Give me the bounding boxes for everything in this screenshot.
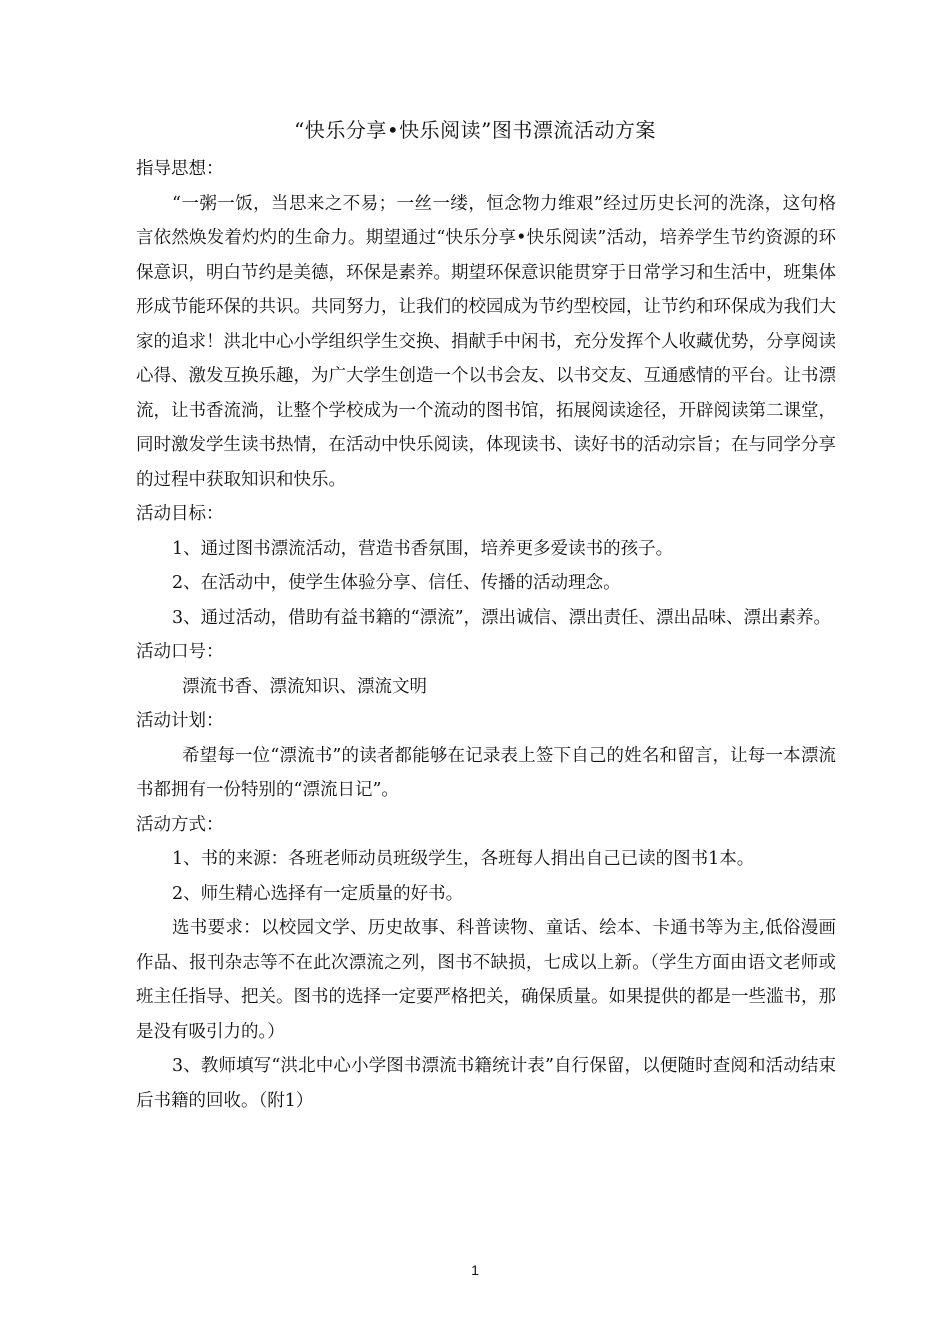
section-heading-plan: 活动计划： xyxy=(136,711,224,731)
document-title: “快乐分享•快乐阅读”图书漂流活动方案 xyxy=(294,118,656,142)
document-body xyxy=(136,152,836,1118)
method-item-1: 1、书的来源：各班老师动员班级学生，各班每人捐出自己已读的图书1本。 xyxy=(172,849,755,869)
book-selection-requirements: 选书要求：以校园文学、历史故事、科普读物、童话、绘本、卡通书等为主,低俗漫画作品、报刊杂志等不在此次漂流之列，图书不缺损，七成以上新。（学生方面由语文老师或班主任指导、把关。图书的选择一定要严格把关，确保质量。如果提供的都是一些滥书，那是没有吸引力的。） xyxy=(136,918,836,1042)
goal-item-1: 1、通过图书漂流活动，营造书香氛围，培养更多爱读书的孩子。 xyxy=(172,538,674,559)
method-item-3: 3、教师填写“洪北中心小学图书漂流书籍统计表”自行保留，以便随时查阅和活动结束后书籍的回收。（附1） xyxy=(136,1056,836,1111)
section-heading-goals: 活动目标： xyxy=(136,504,224,524)
section-heading-guiding-idea: 指导思想： xyxy=(136,159,224,179)
section-heading-slogan: 活动口号： xyxy=(136,642,224,662)
section-heading-method: 活动方式： xyxy=(136,814,224,835)
slogan-text: 漂流书香、漂流知识、漂流文明 xyxy=(182,676,427,697)
plan-paragraph: 希望每一位“漂流书”的读者都能够在记录表上签下自己的姓名和留言，让每一本漂流书都拥有一份特别的“漂流日记”。 xyxy=(136,745,836,800)
goal-item-2: 2、在活动中，使学生体验分享、信任、传播的活动理念。 xyxy=(172,573,621,593)
method-item-2: 2、师生精心选择有一定质量的好书。 xyxy=(172,883,464,904)
guiding-idea-paragraph: “一粥一饭，当思来之不易；一丝一缕，恒念物力维艰”经过历史长河的洗涤，这句格言依然焕发着灼灼的生命力。期望通过“快乐分享•快乐阅读”活动，培养学生节约资源的环保意识，明白节约是美德，环保是素养。期望环保意识能贯穿于日常学习和生活中，班集体形成节能环保的共识。共同努力，让我们的校园成为节约型校园，让节约和环保成为我们大家的追求！洪北中心小学组织学生交换、捐献手中闲书，充分发挥个人收藏优势，分享阅读心得、激发互换乐趣，为广大学生创造一个以书会友、以书交友、互通感情的平台。让书漂流，让书香流淌，让整个学校成为一个流动的图书馆，拓展阅读途径，开辟阅读第二课堂，同时激发学生读书热情，在活动中快乐阅读，体现读书、读好书的活动宗旨；在与同学分享的过程中获取知识和快乐。 xyxy=(136,193,836,490)
goal-item-3: 3、通过活动，借助有益书籍的“漂流”，漂出诚信、漂出责任、漂出品味、漂出素养。 xyxy=(172,607,832,628)
page-number: 1 xyxy=(471,1262,479,1278)
